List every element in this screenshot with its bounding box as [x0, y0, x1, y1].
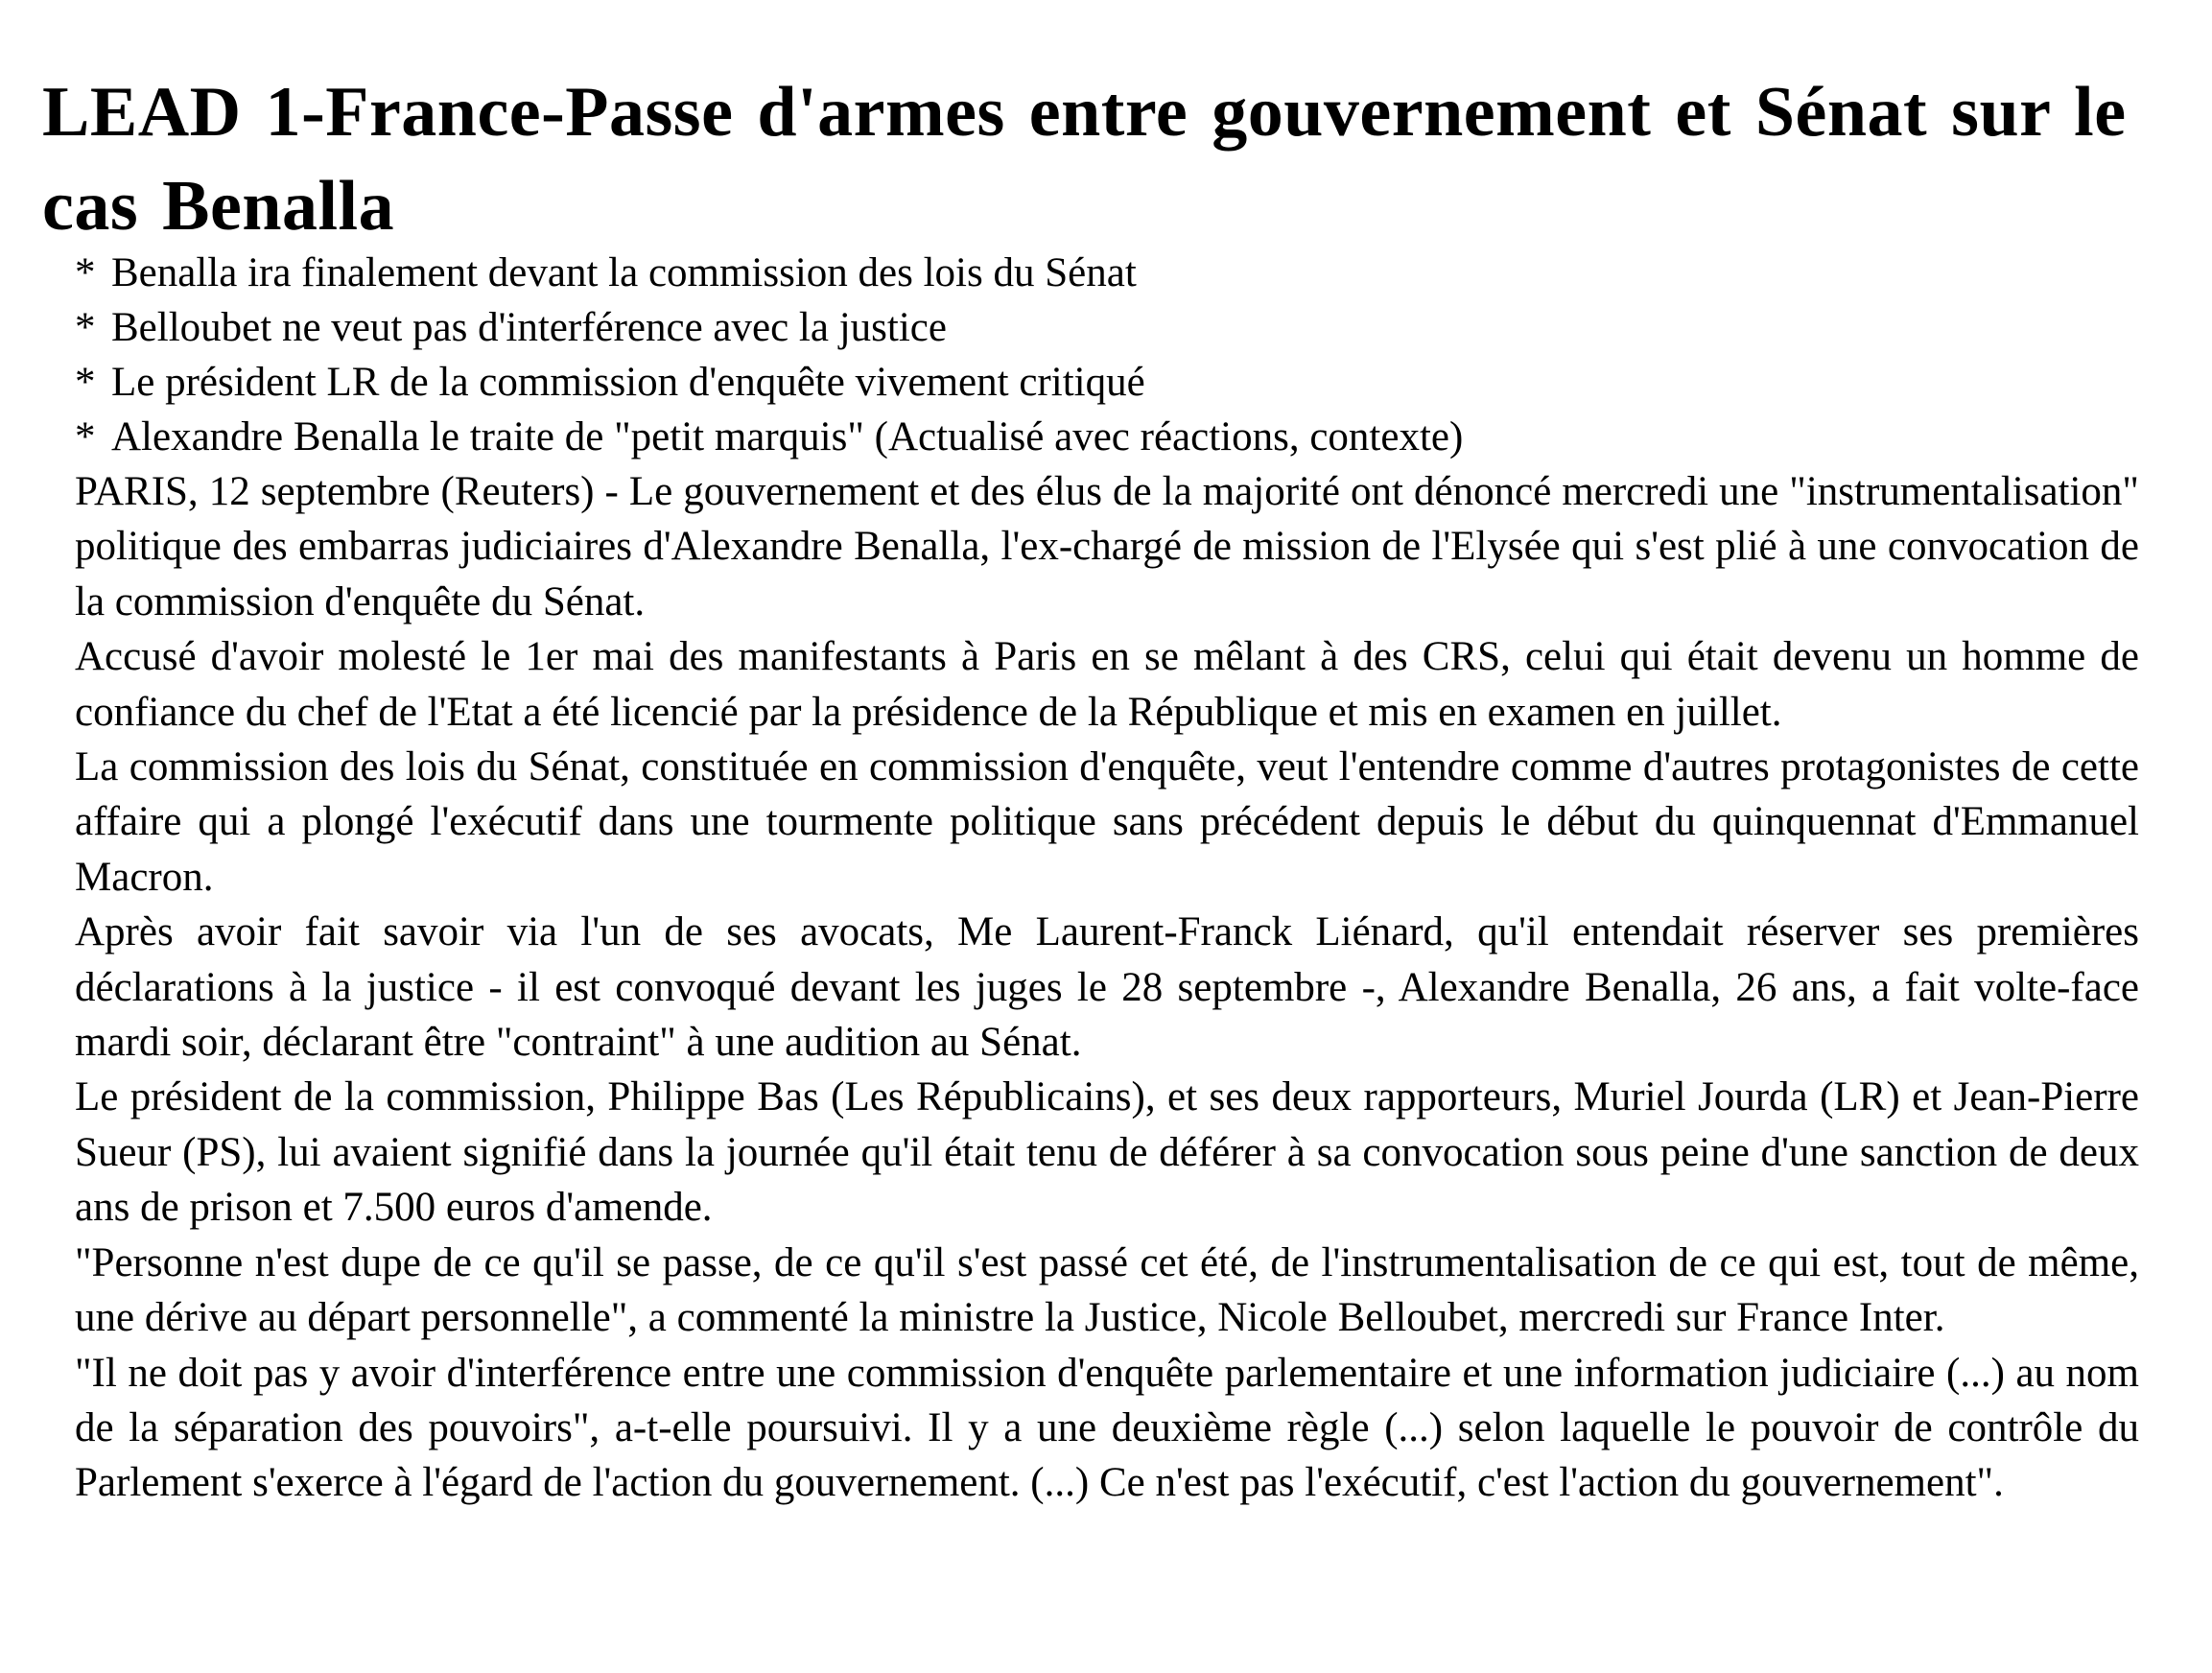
body-paragraph: Accusé d'avoir molesté le 1er mai des manifestants à Paris en se mêlant à des CRS, celui qui était devenu un homme de confiance du chef de l'Etat a été licencié par la présidence de la République et mis en examen en juillet. [75, 634, 2139, 735]
bullet-marker: * [75, 360, 96, 405]
summary-bullet [75, 300, 2137, 355]
bullet-text: Belloubet ne veut pas d'interférence avec la justice [111, 305, 947, 350]
body-paragraph: Le président de la commission, Philippe Bas (Les Républicains), et ses deux rapporteurs, Muriel Jourda (LR) et Jean-Pierre Sueur (PS), lui avaient signifié dans la journée qu'il était tenu de déférer à sa convocation sous peine d'une sanction de deux ans de prison et 7.500 euros d'amende. [75, 1074, 2139, 1231]
body-paragraph: "Il ne doit pas y avoir d'interférence entre une commission d'enquête parlementaire et une information judiciaire (...) au nom de la séparation des pouvoirs", a-t-elle poursuivi. Il y a une deuxième règle (...) selon laquelle le pouvoir de contrôle du Parlement s'exerce à l'égard de l'action du gouvernement. (...) Ce n'est pas l'exécutif, c'est l'action du gouvernement". [75, 1350, 2139, 1506]
bullet-text: Alexandre Benalla le traite de "petit marquis" (Actualisé avec réactions, contexte) [111, 414, 1464, 459]
bullet-marker: * [75, 250, 96, 295]
body-paragraph: Après avoir fait savoir via l'un de ses avocats, Me Laurent-Franck Liénard, qu'il entendait réserver ses premières déclarations à la justice - il est convoqué devant les juges le 28 septembre -, Alexandre Benalla, 26 ans, a fait volte-face mardi soir, déclarant être "contraint" à une audition au Sénat. [75, 909, 2139, 1066]
bullet-marker: * [75, 305, 96, 350]
summary-bullet [75, 410, 2137, 464]
summary-bullet [75, 246, 2137, 300]
article-headline: LEAD 1-France-Passe d'armes entre gouvernement et Sénat sur le cas Benalla [42, 73, 2127, 246]
body-paragraph: PARIS, 12 septembre (Reuters) - Le gouvernement et des élus de la majorité ont dénoncé mercredi une "instrumentalisation" politique des embarras judiciaires d'Alexandre Benalla, l'ex-chargé de mission de l'Elysée qui s'est plié à une convocation de la commission d'enquête du Sénat. [75, 469, 2139, 624]
summary-bullet [75, 355, 2137, 410]
body-paragraph: "Personne n'est dupe de ce qu'il se passe, de ce qu'il s'est passé cet été, de l'instrumentalisation de ce qui est, tout de même, une dérive au départ personnelle", a commenté la ministre la Justice, Nicole Belloubet, mercredi sur France Inter. [75, 1239, 2139, 1341]
bullet-text: Le président LR de la commission d'enquête vivement critiqué [111, 360, 1145, 405]
bullet-marker: * [75, 414, 96, 459]
summary-bullets [75, 246, 2137, 464]
article-body [75, 464, 2139, 1511]
body-paragraph: La commission des lois du Sénat, constituée en commission d'enquête, veut l'entendre comme d'autres protagonistes de cette affaire qui a plongé l'exécutif dans une tourmente politique sans précédent depuis le début du quinquennat d'Emmanuel Macron. [75, 744, 2139, 900]
bullet-text: Benalla ira finalement devant la commission des lois du Sénat [111, 250, 1137, 295]
